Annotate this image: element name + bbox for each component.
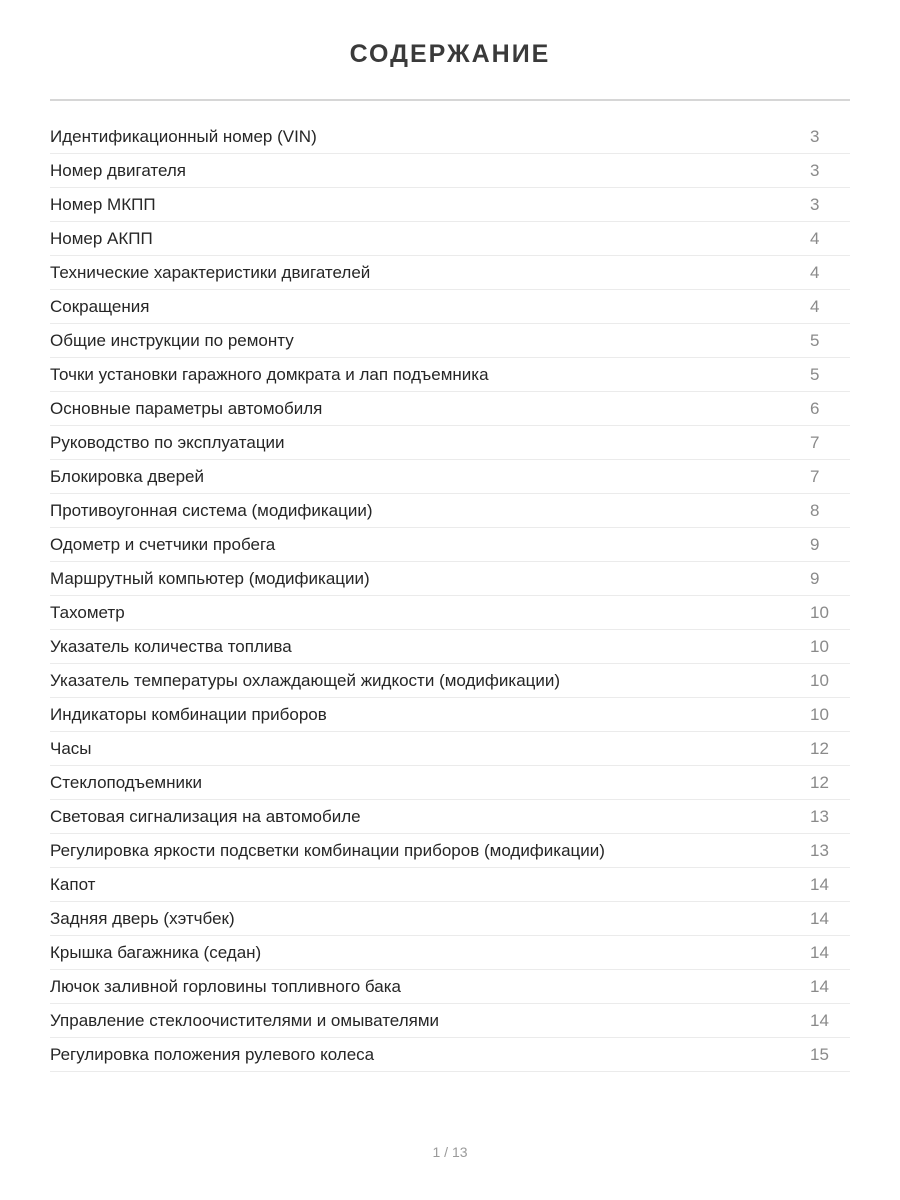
- toc-entry[interactable]: [50, 358, 850, 392]
- toc-entry-page-number: 4: [810, 296, 820, 316]
- toc-entry[interactable]: [50, 800, 850, 834]
- toc-entry[interactable]: [50, 460, 850, 494]
- toc-entry-title: Указатель температуры охлаждающей жидкости (модификации): [50, 670, 561, 690]
- toc-entry-page-number: 12: [810, 772, 829, 792]
- toc-entry-page-number: 3: [810, 126, 820, 146]
- toc-entry-page-number: 10: [810, 704, 829, 724]
- toc-entry-page-number: 9: [810, 568, 820, 588]
- toc-entry-page-number: 14: [810, 1010, 829, 1030]
- toc-entry[interactable]: [50, 834, 850, 868]
- toc-entry-title: Номер АКПП: [50, 228, 153, 248]
- toc-entry-title: Индикаторы комбинации приборов: [50, 704, 327, 724]
- toc-entry-page-number: 6: [810, 398, 820, 418]
- toc-entry-page-number: 5: [810, 364, 820, 384]
- toc-entry-title: Световая сигнализация на автомобиле: [50, 806, 361, 826]
- toc-entry[interactable]: [50, 732, 850, 766]
- toc-entry-title: Номер двигателя: [50, 160, 187, 180]
- toc-entry[interactable]: [50, 222, 850, 256]
- toc-entry-title: Общие инструкции по ремонту: [50, 330, 294, 350]
- toc-entry[interactable]: [50, 698, 850, 732]
- toc-entry[interactable]: [50, 902, 850, 936]
- toc-entry-page-number: 8: [810, 500, 820, 520]
- toc-entry-page-number: 12: [810, 738, 829, 758]
- toc-entry-title: Задняя дверь (хэтчбек): [50, 908, 235, 928]
- toc-entry-page-number: 3: [810, 194, 820, 214]
- toc-entry-title: Одометр и счетчики пробега: [50, 534, 276, 554]
- toc-entry-page-number: 13: [810, 840, 829, 860]
- toc-entry-title: Блокировка дверей: [50, 466, 205, 486]
- toc-entry[interactable]: [50, 324, 850, 358]
- toc-entry-page-number: 14: [810, 908, 829, 928]
- toc-list: [50, 120, 850, 1072]
- toc-entry-page-number: 9: [810, 534, 820, 554]
- toc-entry[interactable]: [50, 766, 850, 800]
- toc-entry[interactable]: [50, 154, 850, 188]
- toc-entry[interactable]: [50, 290, 850, 324]
- toc-entry[interactable]: [50, 630, 850, 664]
- toc-entry-page-number: 14: [810, 874, 829, 894]
- toc-entry[interactable]: [50, 936, 850, 970]
- page-title: СОДЕРЖАНИЕ: [349, 40, 551, 68]
- toc-entry[interactable]: [50, 1004, 850, 1038]
- toc-entry-page-number: 13: [810, 806, 829, 826]
- toc-entry-title: Сокращения: [50, 296, 150, 316]
- toc-entry-page-number: 10: [810, 636, 829, 656]
- toc-entry-title: Указатель количества топлива: [50, 636, 292, 656]
- toc-entry-title: Регулировка положения рулевого колеса: [50, 1044, 375, 1064]
- toc-entry[interactable]: [50, 426, 850, 460]
- toc-entry-page-number: 4: [810, 228, 820, 248]
- toc-entry-title: Крышка багажника (седан): [50, 942, 262, 962]
- toc-entry-page-number: 10: [810, 602, 829, 622]
- toc-entry[interactable]: [50, 120, 850, 154]
- toc-entry-page-number: 10: [810, 670, 829, 690]
- toc-entry[interactable]: [50, 970, 850, 1004]
- toc-entry[interactable]: [50, 596, 850, 630]
- toc-entry[interactable]: [50, 1038, 850, 1072]
- toc-entry-title: Противоугонная система (модификации): [50, 500, 373, 520]
- toc-entry[interactable]: [50, 392, 850, 426]
- toc-entry[interactable]: [50, 494, 850, 528]
- toc-entry-title: Управление стеклоочистителями и омывателями: [50, 1010, 439, 1030]
- toc-entry[interactable]: [50, 188, 850, 222]
- toc-entry-title: Точки установки гаражного домкрата и лап подъемника: [50, 364, 489, 384]
- page-indicator: 1 / 13: [432, 1144, 468, 1160]
- toc-entry-title: Часы: [50, 738, 92, 758]
- toc-entry-page-number: 7: [810, 432, 820, 452]
- toc-entry-page-number: 7: [810, 466, 820, 486]
- toc-entry[interactable]: [50, 528, 850, 562]
- toc-entry-title: Номер МКПП: [50, 194, 156, 214]
- toc-entry-page-number: 4: [810, 262, 820, 282]
- toc-entry-title: Основные параметры автомобиля: [50, 398, 323, 418]
- toc-entry-title: Идентификационный номер (VIN): [50, 126, 317, 146]
- toc-entry-page-number: 5: [810, 330, 820, 350]
- toc-entry[interactable]: [50, 562, 850, 596]
- toc-entry-title: Маршрутный компьютер (модификации): [50, 568, 370, 588]
- toc-entry-page-number: 14: [810, 942, 829, 962]
- toc-entry-title: Капот: [50, 874, 96, 894]
- toc-entry-page-number: 3: [810, 160, 820, 180]
- toc-entry[interactable]: [50, 256, 850, 290]
- toc-entry[interactable]: [50, 868, 850, 902]
- title-divider: [50, 99, 850, 101]
- toc-entry-title: Технические характеристики двигателей: [50, 262, 371, 282]
- toc-entry-title: Стеклоподъемники: [50, 772, 202, 792]
- toc-entry-title: Тахометр: [50, 602, 125, 622]
- toc-entry-page-number: 14: [810, 976, 829, 996]
- toc-entry-title: Лючок заливной горловины топливного бака: [50, 976, 401, 996]
- toc-entry[interactable]: [50, 664, 850, 698]
- toc-entry-title: Регулировка яркости подсветки комбинации приборов (модификации): [50, 840, 605, 860]
- toc-entry-title: Руководство по эксплуатации: [50, 432, 285, 452]
- toc-entry-page-number: 15: [810, 1044, 829, 1064]
